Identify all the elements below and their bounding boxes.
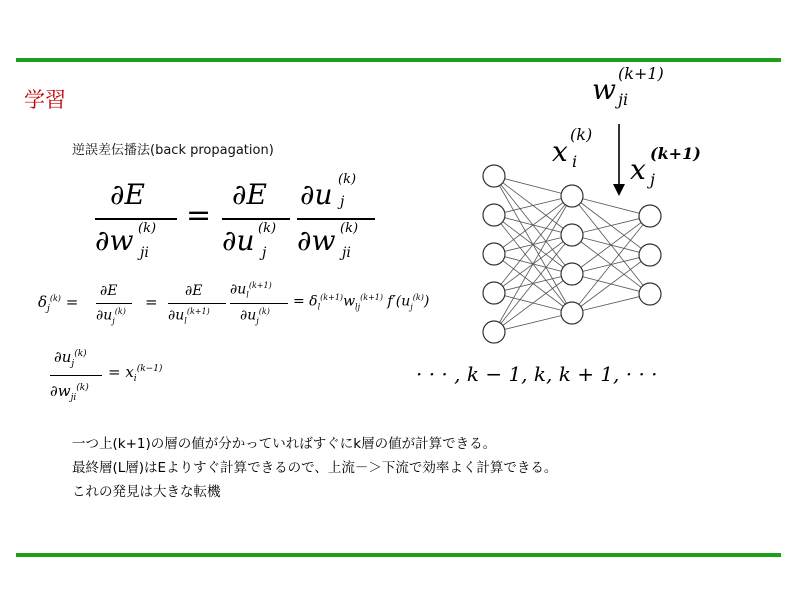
network-node: [483, 321, 505, 343]
network-edge: [494, 196, 572, 215]
network-node: [639, 244, 661, 266]
delta-f1-den: $\partial u_j^{(k)}$: [96, 307, 126, 326]
xj-label: x: [630, 153, 646, 186]
xi-sup: (k): [570, 125, 593, 144]
network-node: [639, 205, 661, 227]
xi-label: x: [552, 135, 568, 168]
eq-r1-sup: (k): [258, 221, 277, 236]
eq-r2-den: ∂w: [297, 224, 336, 257]
weight-sub: ji: [618, 90, 629, 109]
delta-rhs: = $\delta_l^{(k+1)}w_{lj}^{(k+1)}$ $f'(u_j^{(k)})$: [293, 293, 430, 312]
delta-lhs: $\delta_j^{(k)}$ =: [38, 293, 79, 314]
eq-r2-num-sup: (k): [338, 172, 357, 187]
network-node: [561, 263, 583, 285]
delta-f2-den: $\partial u_l^{(k+1)}$: [168, 307, 210, 326]
deriv-den: $\partial w_{ji}^{(k)}$: [50, 382, 89, 403]
xj-sub: j: [650, 170, 655, 189]
network-node: [561, 302, 583, 324]
network-node: [483, 165, 505, 187]
network-edge: [494, 235, 572, 332]
text-line-2: 最終層(L層)はEよりすぐ計算できるので、上流－＞下流で効率よく計算できる。: [72, 460, 558, 476]
layer-index-labels: · · · , k − 1, k, k + 1, · · ·: [416, 362, 658, 386]
network-node: [561, 185, 583, 207]
delta-f1-num: ∂E: [100, 283, 118, 299]
weight-label: w: [592, 73, 616, 106]
delta-f2-num: ∂E: [185, 283, 203, 299]
delta-f3-num: $\partial u_l^{(k+1)}$: [230, 281, 272, 300]
network-edge: [494, 176, 572, 196]
network-node: [561, 224, 583, 246]
eq-lhs-sup: (k): [138, 221, 157, 236]
eq-r2-num: ∂u: [300, 178, 333, 211]
slide-subtitle: 逆誤差伝播法(back propagation): [72, 143, 274, 158]
deriv-num: $\partial u_j^{(k)}$: [54, 348, 87, 369]
slide-title: 学習: [24, 88, 66, 112]
eq-equals: =: [186, 198, 212, 233]
network-edge: [494, 196, 572, 332]
network-node: [483, 204, 505, 226]
eq-r1-sub: j: [262, 245, 267, 261]
network-edge: [572, 216, 650, 313]
eq-r2-den-sup: (k): [340, 221, 359, 236]
network-edge: [572, 294, 650, 313]
network-edge: [572, 216, 650, 274]
network-node: [483, 282, 505, 304]
eq-lhs-num: ∂E: [110, 178, 145, 211]
xj-sup: (k+1): [650, 144, 701, 163]
deriv-rhs: = $x_i^{(k-1)}$: [108, 363, 163, 384]
xi-sub: i: [572, 152, 578, 171]
network-edge: [494, 196, 572, 293]
network-node: [639, 283, 661, 305]
text-line-1: 一つ上(k+1)の層の値が分かっていればすぐにk層の値が計算できる。: [72, 436, 497, 452]
weight-sup: (k+1): [618, 64, 664, 83]
network-edge: [494, 274, 572, 332]
text-line-3: これの発見は大きな転機: [72, 484, 221, 500]
eq-r1-den: ∂u: [222, 224, 255, 257]
delta-eq2: =: [145, 293, 158, 311]
eq-r2-num-sub: j: [340, 194, 345, 210]
network-edge: [572, 216, 650, 235]
bottom-rule: [16, 553, 781, 557]
eq-r1-num: ∂E: [232, 178, 267, 211]
network-edge: [494, 313, 572, 332]
network-edge: [572, 255, 650, 313]
eq-lhs-sub: ji: [140, 245, 149, 261]
network-node: [483, 243, 505, 265]
arrow-head-icon: [613, 184, 625, 196]
eq-lhs-den: ∂w: [95, 224, 134, 257]
network-edge: [572, 196, 650, 216]
delta-f3-den: $\partial u_j^{(k)}$: [240, 307, 270, 326]
eq-r2-den-sub: ji: [342, 245, 351, 261]
